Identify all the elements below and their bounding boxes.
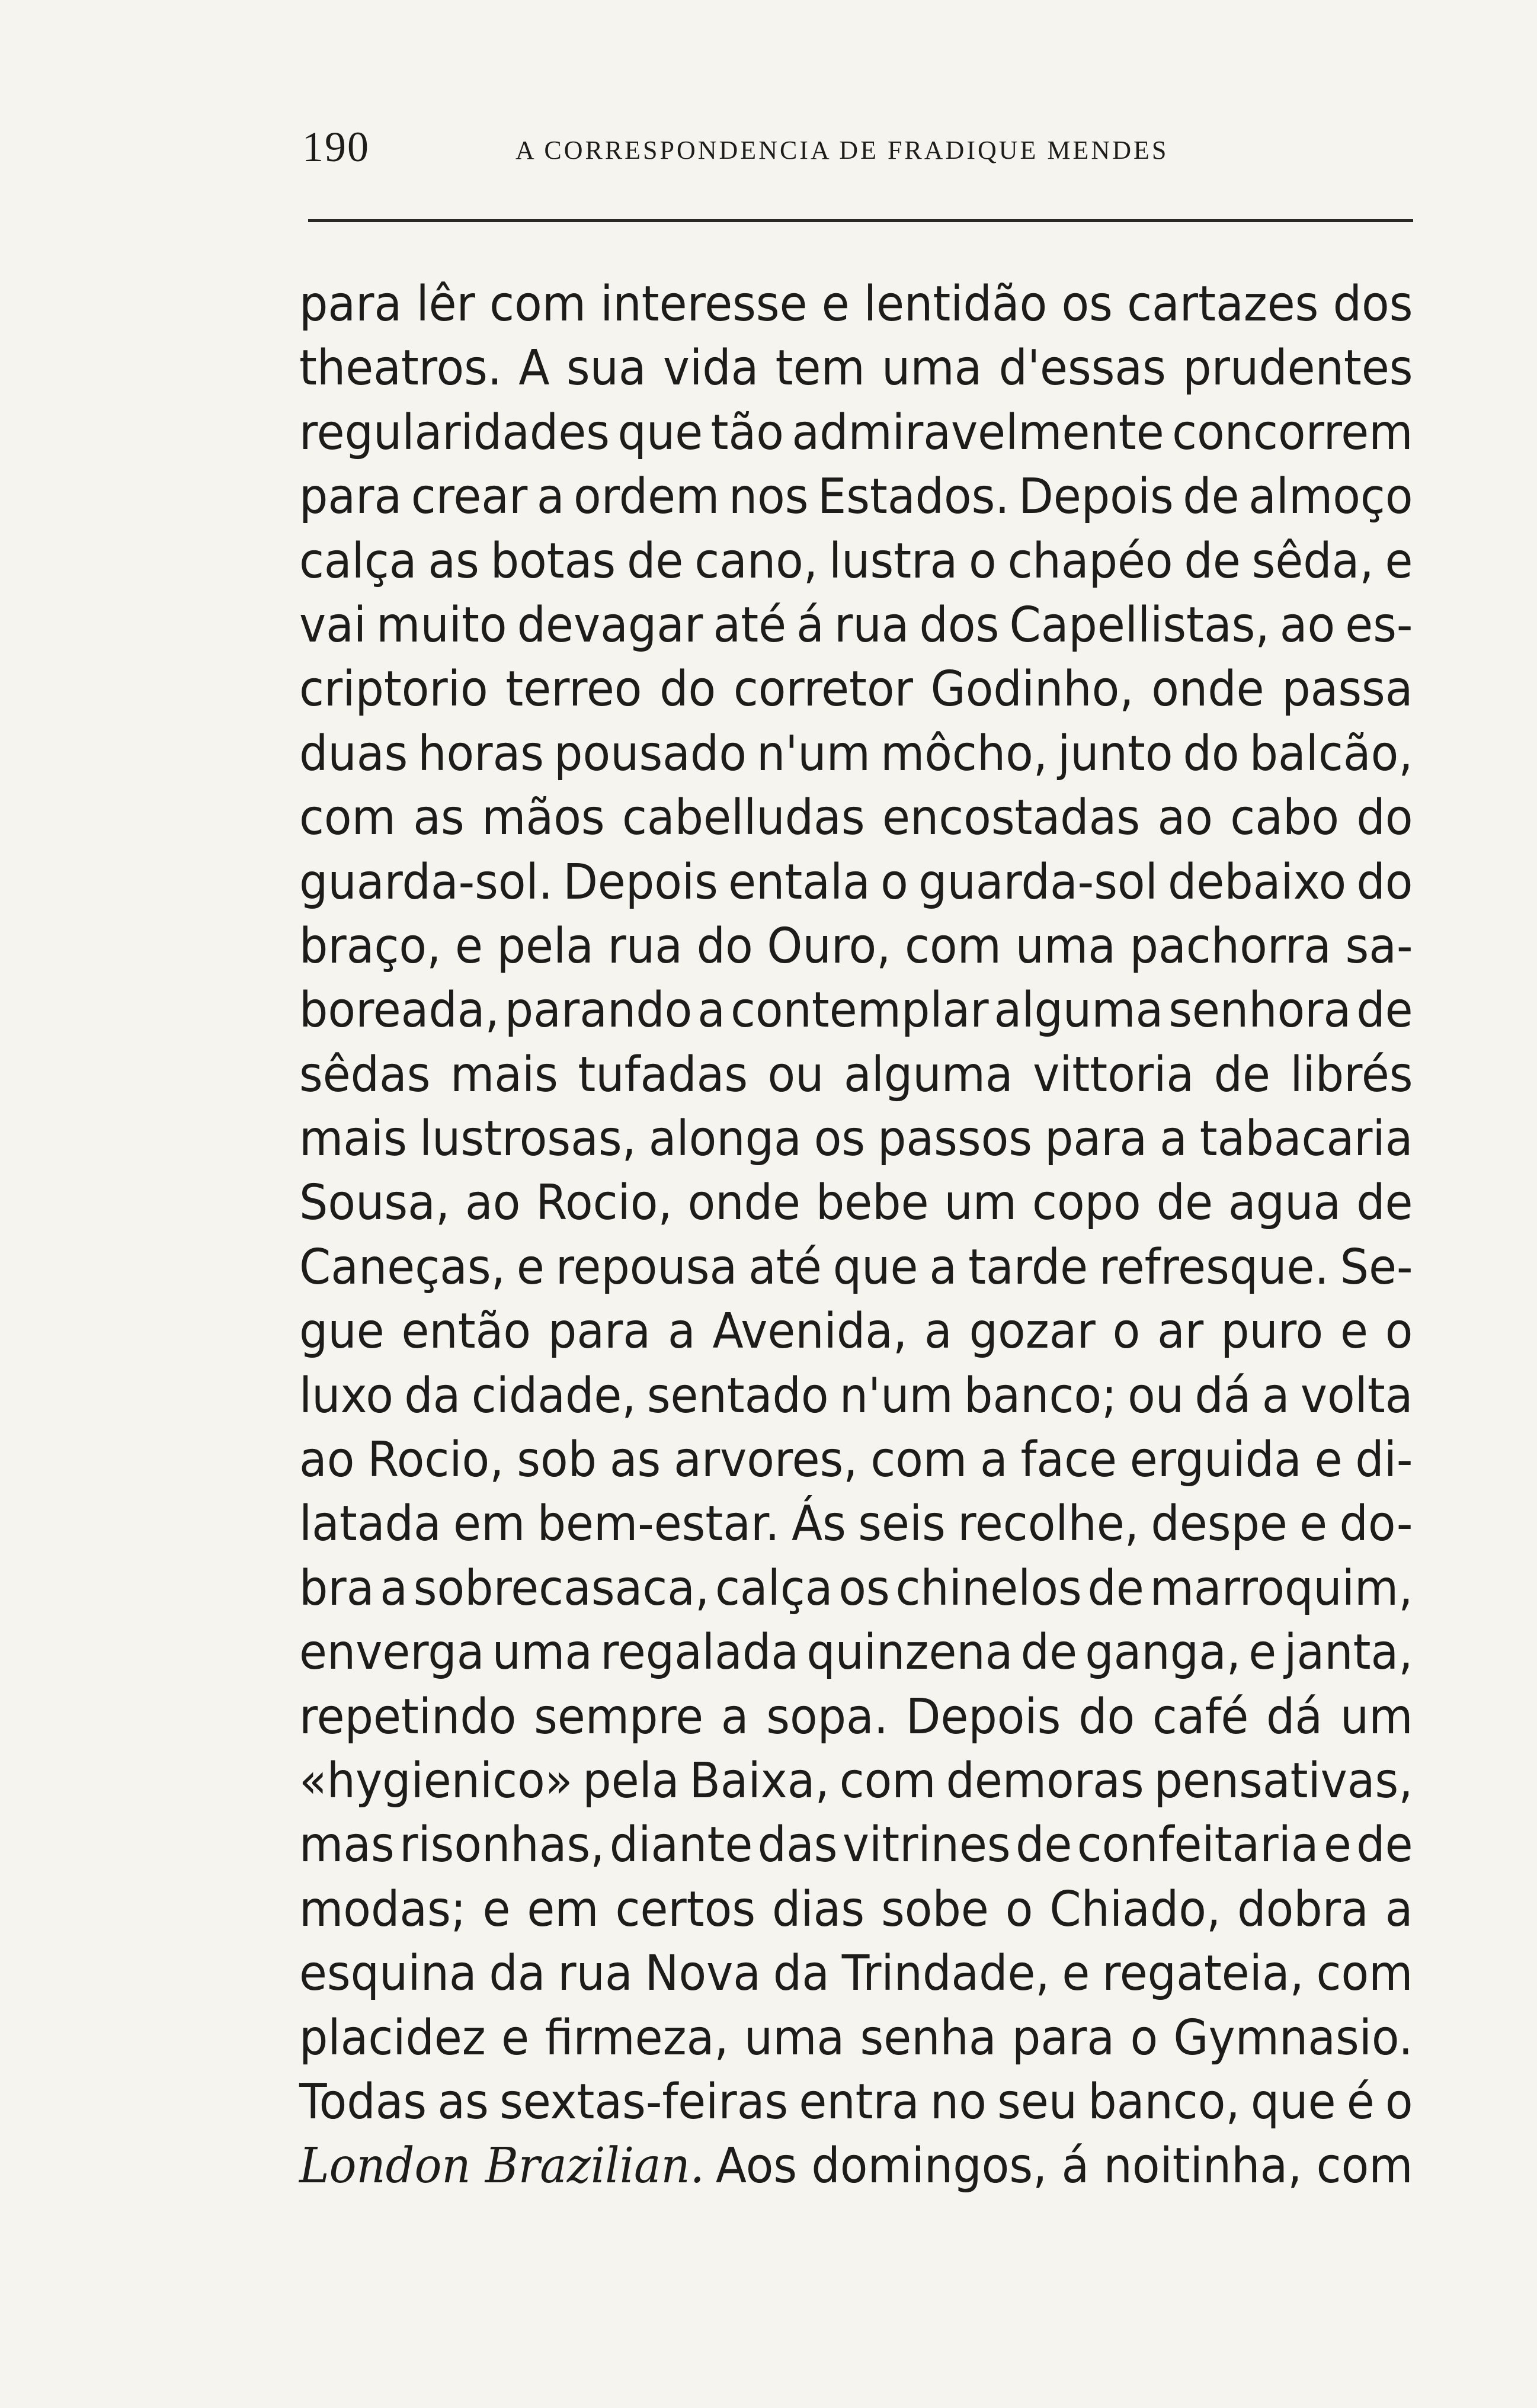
italic-title: London Brazilian. bbox=[299, 2138, 705, 2195]
word: o bbox=[1130, 2009, 1158, 2066]
word: para bbox=[299, 469, 402, 525]
word: regateia, bbox=[1102, 1945, 1304, 2002]
text-line bbox=[299, 401, 1413, 465]
word: dá bbox=[1266, 1688, 1323, 1745]
word: enverga bbox=[299, 1624, 485, 1681]
text-line bbox=[299, 1492, 1413, 1556]
word: a bbox=[380, 1560, 408, 1617]
word: sobrecasaca, bbox=[413, 1560, 710, 1617]
word: n'um bbox=[839, 1367, 953, 1424]
word: da bbox=[773, 1945, 830, 2002]
word: ao bbox=[1157, 790, 1213, 847]
word: então bbox=[401, 1303, 531, 1360]
word: o bbox=[1005, 1881, 1033, 1938]
word: dias bbox=[772, 1881, 865, 1938]
word: calça bbox=[715, 1560, 833, 1617]
word: d'essas bbox=[998, 340, 1166, 397]
word: tem bbox=[775, 340, 865, 397]
word: e bbox=[821, 276, 850, 332]
word: e bbox=[1340, 1303, 1368, 1360]
word: diante bbox=[609, 1817, 753, 1874]
word: certos bbox=[615, 1881, 756, 1938]
word: pousado bbox=[554, 725, 747, 782]
word: mas bbox=[299, 1817, 395, 1874]
text-line bbox=[299, 1621, 1413, 1685]
word: ou bbox=[1128, 1367, 1184, 1424]
word: muito bbox=[376, 597, 507, 653]
word: es- bbox=[1345, 597, 1413, 653]
word: Gymnasio. bbox=[1173, 2009, 1413, 2066]
word: erguida bbox=[1129, 1432, 1302, 1489]
word: do bbox=[1356, 790, 1413, 847]
word: cabo bbox=[1230, 790, 1340, 847]
word: para bbox=[299, 276, 402, 332]
word: vai bbox=[299, 597, 367, 653]
word: mãos bbox=[482, 790, 605, 847]
word: o bbox=[1112, 1303, 1141, 1360]
word: encostadas bbox=[882, 790, 1141, 847]
word: ao bbox=[299, 1432, 355, 1489]
word: gue bbox=[299, 1303, 385, 1360]
word: criptorio bbox=[299, 661, 488, 718]
word: e bbox=[482, 1881, 511, 1938]
word: rua bbox=[607, 918, 683, 974]
word: alguma bbox=[843, 1046, 1013, 1103]
word: onde bbox=[687, 1175, 800, 1232]
word: esquina bbox=[299, 1945, 477, 2002]
word: braço, bbox=[299, 918, 441, 974]
word: passa bbox=[1282, 661, 1413, 718]
word: de bbox=[1356, 1817, 1413, 1874]
word: demoras bbox=[946, 1752, 1144, 1809]
word: crear bbox=[411, 469, 528, 525]
word: face bbox=[1020, 1432, 1117, 1489]
word: concorrem bbox=[1172, 404, 1413, 461]
word: nos bbox=[728, 469, 809, 525]
word: interesse bbox=[600, 276, 808, 332]
word: guarda-sol bbox=[918, 854, 1158, 910]
word: luxo bbox=[299, 1367, 393, 1424]
word: o bbox=[880, 854, 908, 910]
word: uma bbox=[882, 340, 982, 397]
word: um bbox=[1340, 1688, 1413, 1745]
word: Capellistas, bbox=[1009, 597, 1270, 653]
word: senhora bbox=[1168, 982, 1352, 1039]
word: Depois bbox=[563, 854, 718, 910]
word: dos bbox=[1333, 276, 1413, 332]
word: sempre bbox=[534, 1688, 704, 1745]
word: devagar bbox=[517, 597, 703, 653]
word: de bbox=[1156, 1175, 1213, 1232]
word: de bbox=[1213, 1046, 1270, 1103]
word: junto bbox=[1058, 725, 1173, 782]
word: gozar bbox=[969, 1303, 1096, 1360]
word: a bbox=[1261, 1367, 1290, 1424]
word: da bbox=[404, 1367, 461, 1424]
word: em bbox=[527, 1881, 599, 1938]
word: banco, bbox=[1088, 2073, 1240, 2130]
text-line bbox=[299, 1043, 1413, 1107]
word: despe bbox=[1151, 1496, 1288, 1553]
word: Ouro, bbox=[767, 918, 891, 974]
word: com bbox=[299, 790, 396, 847]
word: Se- bbox=[1340, 1239, 1413, 1296]
word: até bbox=[748, 1239, 822, 1296]
word: mais bbox=[299, 1111, 407, 1168]
word: para bbox=[1011, 2009, 1115, 2066]
word: cartazes bbox=[1127, 276, 1319, 332]
word: Depois bbox=[905, 1688, 1061, 1745]
word: do bbox=[659, 661, 716, 718]
word: admiravelmente bbox=[792, 404, 1164, 461]
word: do bbox=[1078, 1688, 1135, 1745]
text-line bbox=[299, 979, 1413, 1043]
word: Sousa, bbox=[299, 1175, 450, 1232]
word: e bbox=[501, 2009, 530, 2066]
word: alguma bbox=[994, 982, 1164, 1039]
word: a bbox=[929, 1239, 958, 1296]
word: com bbox=[839, 1752, 936, 1809]
word: prudentes bbox=[1183, 340, 1413, 397]
word: do bbox=[1183, 725, 1240, 782]
word: dá bbox=[1195, 1367, 1251, 1424]
text-line bbox=[299, 1107, 1413, 1171]
word: lêr bbox=[416, 276, 475, 332]
word: do bbox=[1356, 854, 1413, 910]
word: rua bbox=[834, 597, 910, 653]
word: com bbox=[489, 276, 587, 332]
word: terreo bbox=[505, 661, 642, 718]
word: Chiado, bbox=[1049, 1881, 1221, 1938]
word: sêdas bbox=[299, 1046, 431, 1103]
word: café bbox=[1152, 1688, 1249, 1745]
word: janta, bbox=[1284, 1624, 1413, 1681]
text-line bbox=[299, 465, 1413, 529]
text-line bbox=[299, 915, 1413, 979]
word: tabacaria bbox=[1199, 1111, 1413, 1168]
word: em bbox=[453, 1496, 526, 1553]
word: entala bbox=[728, 854, 870, 910]
word: pela bbox=[497, 918, 594, 974]
word: para bbox=[547, 1303, 651, 1360]
word: puro bbox=[1221, 1303, 1324, 1360]
word: banco; bbox=[964, 1367, 1117, 1424]
word: Godinho, bbox=[930, 661, 1134, 718]
word: e bbox=[455, 918, 483, 974]
text-line bbox=[299, 1813, 1413, 1877]
word: o bbox=[1385, 1303, 1413, 1360]
word: senha bbox=[860, 2009, 997, 2066]
word: Estados. bbox=[818, 469, 1010, 525]
text-line bbox=[299, 1878, 1413, 1942]
word: o bbox=[1385, 2073, 1413, 2130]
word: seu bbox=[997, 2073, 1078, 2130]
word: para bbox=[1044, 1111, 1148, 1168]
word: seis bbox=[858, 1496, 946, 1553]
text-line bbox=[299, 1171, 1413, 1235]
word: sob bbox=[517, 1432, 597, 1489]
word: que bbox=[1250, 2073, 1336, 2130]
word: Ás bbox=[791, 1496, 846, 1553]
text-line bbox=[299, 786, 1413, 850]
text-line bbox=[299, 2006, 1413, 2070]
word: e bbox=[1385, 533, 1413, 589]
text-line bbox=[299, 1557, 1413, 1621]
word: do- bbox=[1339, 1496, 1413, 1553]
text-line-last bbox=[299, 2134, 1413, 2198]
word: modas; bbox=[299, 1881, 466, 1938]
word: marroquim, bbox=[1149, 1560, 1413, 1617]
word: Todas bbox=[299, 2073, 427, 2130]
word: balcão, bbox=[1249, 725, 1413, 782]
word: cidade, bbox=[471, 1367, 636, 1424]
word: recolhe, bbox=[958, 1496, 1139, 1553]
word: a bbox=[980, 1432, 1008, 1489]
word: debaixo bbox=[1168, 854, 1347, 910]
word: de bbox=[1356, 1175, 1413, 1232]
word: ordem bbox=[574, 469, 720, 525]
word: guarda-sol. bbox=[299, 854, 553, 910]
word: pensativas, bbox=[1154, 1752, 1413, 1809]
word: entra bbox=[799, 2073, 920, 2130]
word: arvores, bbox=[674, 1432, 858, 1489]
word: di- bbox=[1355, 1432, 1413, 1489]
word: volta bbox=[1300, 1367, 1413, 1424]
word: sêda, bbox=[1251, 533, 1374, 589]
word: a bbox=[924, 1303, 952, 1360]
text-line bbox=[299, 1428, 1413, 1492]
text-line bbox=[299, 2070, 1413, 2134]
word: os bbox=[1061, 276, 1113, 332]
page-header bbox=[302, 116, 1410, 181]
word: que bbox=[832, 1239, 918, 1296]
word: risonhas, bbox=[399, 1817, 605, 1874]
word: ar bbox=[1157, 1303, 1204, 1360]
word: cabelludas bbox=[622, 790, 865, 847]
word: e bbox=[1299, 1496, 1328, 1553]
page-number: 190 bbox=[302, 123, 370, 171]
word: alonga bbox=[648, 1111, 802, 1168]
text-line bbox=[299, 272, 1413, 336]
body-text bbox=[299, 272, 1413, 2199]
word: sa- bbox=[1345, 918, 1413, 974]
word: á bbox=[796, 597, 824, 653]
word: um bbox=[944, 1175, 1017, 1232]
word: uma bbox=[492, 1624, 593, 1681]
word: e bbox=[516, 1239, 545, 1296]
word: vitrines bbox=[842, 1817, 1011, 1874]
word: sua bbox=[566, 340, 646, 397]
word: de bbox=[1016, 1817, 1072, 1874]
text-line bbox=[299, 1942, 1413, 2006]
word: a bbox=[1385, 1881, 1413, 1938]
word: repousa bbox=[555, 1239, 738, 1296]
text-line bbox=[299, 1685, 1413, 1749]
word: a bbox=[1160, 1111, 1187, 1168]
word: os bbox=[814, 1111, 866, 1168]
word: passos bbox=[878, 1111, 1033, 1168]
word: sobe bbox=[881, 1881, 989, 1938]
word: horas bbox=[418, 725, 545, 782]
word: Rocio, bbox=[367, 1432, 504, 1489]
word: as bbox=[413, 790, 465, 847]
word: sentado bbox=[646, 1367, 829, 1424]
word: de bbox=[1183, 469, 1240, 525]
word: chapéo bbox=[1007, 533, 1173, 589]
word: almoço bbox=[1248, 469, 1413, 525]
word: Avenida, bbox=[712, 1303, 908, 1360]
word: tão bbox=[710, 404, 784, 461]
word: theatros. bbox=[299, 340, 502, 397]
word: a bbox=[721, 1688, 749, 1745]
word: de bbox=[1020, 1624, 1078, 1681]
word: n'um bbox=[757, 725, 870, 782]
word: no bbox=[930, 2073, 987, 2130]
word: calça bbox=[299, 533, 417, 589]
word: onde bbox=[1151, 661, 1264, 718]
word: a bbox=[697, 982, 726, 1039]
word: regularidades bbox=[299, 404, 610, 461]
word: Depois bbox=[1019, 469, 1174, 525]
word: lustra bbox=[828, 533, 958, 589]
text-line bbox=[299, 851, 1413, 915]
word: as bbox=[428, 533, 479, 589]
word: boreada, bbox=[299, 982, 499, 1039]
word: bebe bbox=[815, 1175, 929, 1232]
word: «hygienico» bbox=[299, 1752, 573, 1809]
word: vittoria bbox=[1033, 1046, 1195, 1103]
word: repetindo bbox=[299, 1688, 517, 1745]
word: e bbox=[1314, 1432, 1343, 1489]
word: corretor bbox=[733, 661, 913, 718]
word: ganga, bbox=[1085, 1624, 1241, 1681]
word: de bbox=[627, 533, 684, 589]
word: de bbox=[1184, 533, 1241, 589]
word: pela bbox=[582, 1752, 680, 1809]
word: contemplar bbox=[730, 982, 989, 1039]
word: sextas-feiras bbox=[499, 2073, 789, 2130]
text-line bbox=[299, 594, 1413, 658]
word: copo bbox=[1032, 1175, 1141, 1232]
word: chinelos bbox=[895, 1560, 1082, 1617]
word: Baixa, bbox=[689, 1752, 830, 1809]
word: botas bbox=[490, 533, 616, 589]
word: rua bbox=[558, 1945, 633, 2002]
text-line bbox=[299, 722, 1413, 786]
word: Trindade, bbox=[841, 1945, 1050, 2002]
word: a bbox=[667, 1303, 696, 1360]
header-rule bbox=[308, 219, 1413, 222]
word: tufadas bbox=[578, 1046, 748, 1103]
text-line bbox=[299, 530, 1413, 594]
text-line-rest: Aos domingos, á noitinha, com bbox=[715, 2138, 1413, 2195]
word: confeitaria bbox=[1077, 1817, 1319, 1874]
word: e bbox=[1323, 1817, 1352, 1874]
running-title: A CORRESPONDENCIA DE FRADIQUE MENDES bbox=[515, 136, 1169, 165]
word: de bbox=[1087, 1560, 1144, 1617]
word: e bbox=[1248, 1624, 1277, 1681]
word: pachorra bbox=[1129, 918, 1331, 974]
word: bra bbox=[299, 1560, 374, 1617]
word: dobra bbox=[1237, 1881, 1369, 1938]
word: môcho, bbox=[880, 725, 1048, 782]
word: uma bbox=[744, 2009, 845, 2066]
word: ao bbox=[1279, 597, 1336, 653]
word: com bbox=[905, 918, 1001, 974]
word: ou bbox=[767, 1046, 824, 1103]
word: ao bbox=[465, 1175, 521, 1232]
word: firmeza, bbox=[545, 2009, 729, 2066]
word: placidez bbox=[299, 2009, 486, 2066]
word: bem-estar. bbox=[537, 1496, 780, 1553]
word: o bbox=[969, 533, 997, 589]
word: até bbox=[713, 597, 787, 653]
word: e bbox=[1062, 1945, 1090, 2002]
word: Nova bbox=[645, 1945, 761, 2002]
word: as bbox=[437, 2073, 489, 2130]
word: tarde bbox=[968, 1239, 1088, 1296]
text-line bbox=[299, 1749, 1413, 1813]
word: lustrosas, bbox=[419, 1111, 636, 1168]
word: duas bbox=[299, 725, 408, 782]
word: que bbox=[617, 404, 703, 461]
word: quinzena bbox=[806, 1624, 1013, 1681]
word: de bbox=[1356, 982, 1413, 1039]
word: A bbox=[518, 340, 550, 397]
word: regalada bbox=[600, 1624, 799, 1681]
word: é bbox=[1346, 2073, 1375, 2130]
word: latada bbox=[299, 1496, 441, 1553]
word: uma bbox=[1015, 918, 1116, 974]
word: agua bbox=[1228, 1175, 1341, 1232]
word: do bbox=[696, 918, 753, 974]
text-line bbox=[299, 1300, 1413, 1364]
text-line bbox=[299, 658, 1413, 722]
text-line bbox=[299, 336, 1413, 400]
word: a bbox=[536, 469, 565, 525]
word: da bbox=[489, 1945, 546, 2002]
word: librés bbox=[1290, 1046, 1413, 1103]
text-line bbox=[299, 1236, 1413, 1300]
word: parando bbox=[504, 982, 693, 1039]
word: com bbox=[870, 1432, 968, 1489]
text-line bbox=[299, 1364, 1413, 1428]
word: as bbox=[609, 1432, 661, 1489]
word: Rocio, bbox=[536, 1175, 673, 1232]
word: os bbox=[838, 1560, 890, 1617]
word: sopa. bbox=[766, 1688, 889, 1745]
word: vida bbox=[662, 340, 759, 397]
word: com bbox=[1316, 1945, 1413, 2002]
word: lentidão bbox=[863, 276, 1048, 332]
word: Caneças, bbox=[299, 1239, 505, 1296]
word: dos bbox=[919, 597, 1000, 653]
word: das bbox=[757, 1817, 838, 1874]
word: refresque. bbox=[1099, 1239, 1329, 1296]
word: cano, bbox=[694, 533, 818, 589]
word: mais bbox=[450, 1046, 558, 1103]
